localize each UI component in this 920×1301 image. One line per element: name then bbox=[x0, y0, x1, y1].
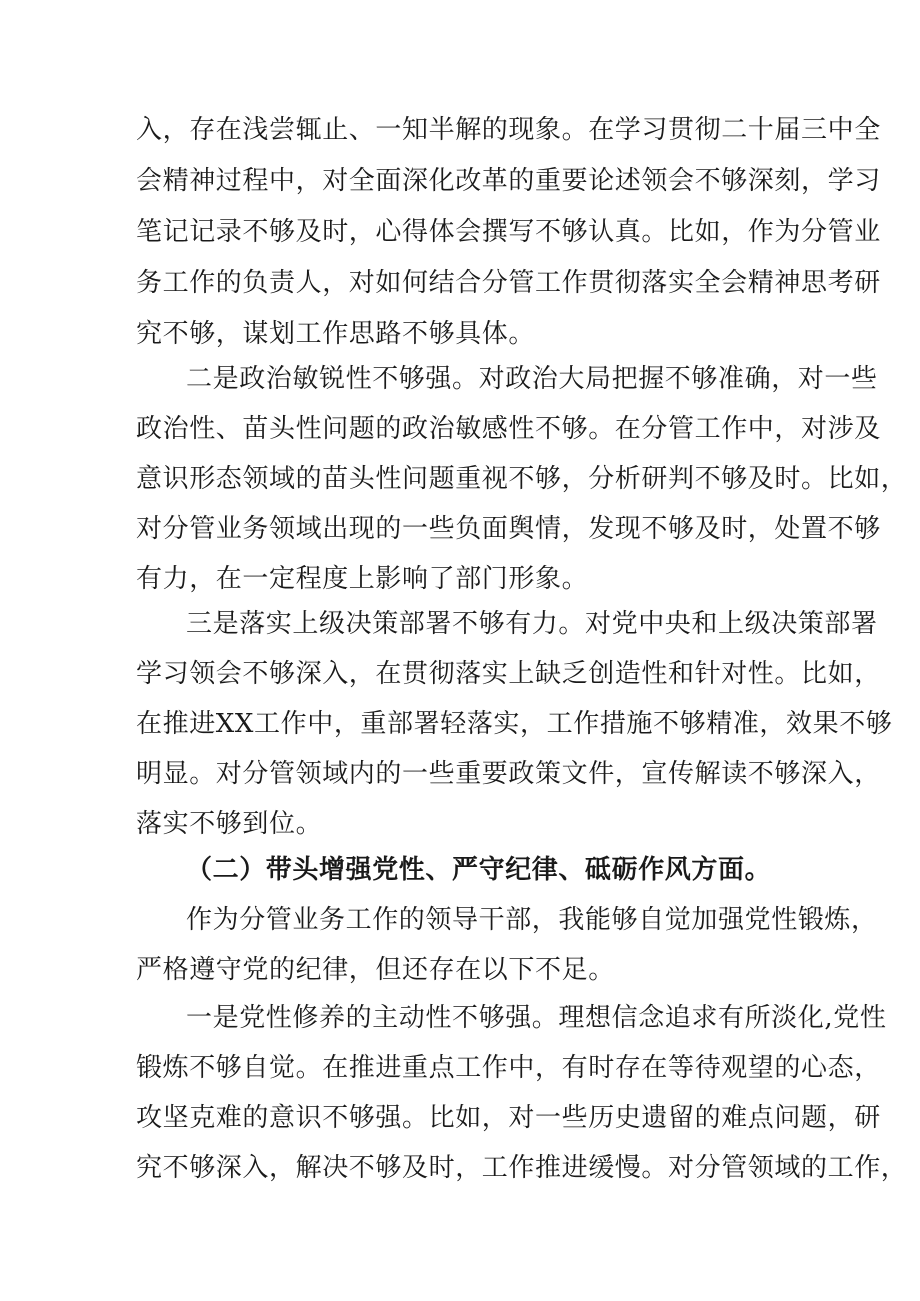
body-text-line: 意识形态领域的苗头性问题重视不够，分析研判不够及时。比如， bbox=[136, 464, 908, 494]
body-text-line: 明显。对分管领域内的一些重要政策文件，宣传解读不够深入， bbox=[136, 759, 881, 789]
body-text-line: 对分管业务领域出现的一些负面舆情，发现不够及时，处置不够 bbox=[136, 514, 881, 544]
paragraph-first-line: 二是政治敏锐性不够强。对政治大局把握不够准确，对一些 bbox=[186, 364, 878, 394]
body-text-line: 会精神过程中，对全面深化改革的重要论述领会不够深刻，学习 bbox=[136, 166, 881, 196]
section-heading: （二）带头增强党性、严守纪律、砥砺作风方面。 bbox=[186, 855, 772, 885]
body-text-line: 入，存在浅尝辄止、一知半解的现象。在学习贯彻二十届三中全 bbox=[136, 115, 881, 145]
body-text-line: 政治性、苗头性问题的政治敏感性不够。在分管工作中，对涉及 bbox=[136, 414, 881, 444]
paragraph-first-line: 作为分管业务工作的领导干部，我能够自觉加强党性锻炼， bbox=[186, 905, 878, 935]
body-text-line: 严格遵守党的纪律，但还存在以下不足。 bbox=[136, 955, 615, 985]
body-text-line: 究不够深入，解决不够及时，工作推进缓慢。对分管领域的工作， bbox=[136, 1153, 908, 1183]
body-text-line: 锻炼不够自觉。在推进重点工作中，有时存在等待观望的心态， bbox=[136, 1053, 881, 1083]
paragraph-first-line: 一是党性修养的主动性不够强。理想信念追求有所淡化,党性 bbox=[186, 1003, 887, 1033]
body-text-line: 务工作的负责人，对如何结合分管工作贯彻落实全会精神思考研 bbox=[136, 268, 881, 298]
body-text-line: 攻坚克难的意识不够强。比如，对一些历史遗留的难点问题，研 bbox=[136, 1103, 881, 1133]
body-text-line: 在推进XX工作中，重部署轻落实，工作措施不够精准，效果不够 bbox=[136, 709, 893, 739]
body-text-line: 笔记记录不够及时，心得体会撰写不够认真。比如，作为分管业 bbox=[136, 217, 881, 247]
body-text-line: 究不够，谋划工作思路不够具体。 bbox=[136, 319, 536, 349]
body-text-line: 学习领会不够深入，在贯彻落实上缺乏创造性和针对性。比如， bbox=[136, 659, 881, 689]
body-text-line: 落实不够到位。 bbox=[136, 809, 323, 839]
body-text-line: 有力，在一定程度上影响了部门形象。 bbox=[136, 564, 589, 594]
paragraph-first-line: 三是落实上级决策部署不够有力。对党中央和上级决策部署 bbox=[186, 609, 878, 639]
